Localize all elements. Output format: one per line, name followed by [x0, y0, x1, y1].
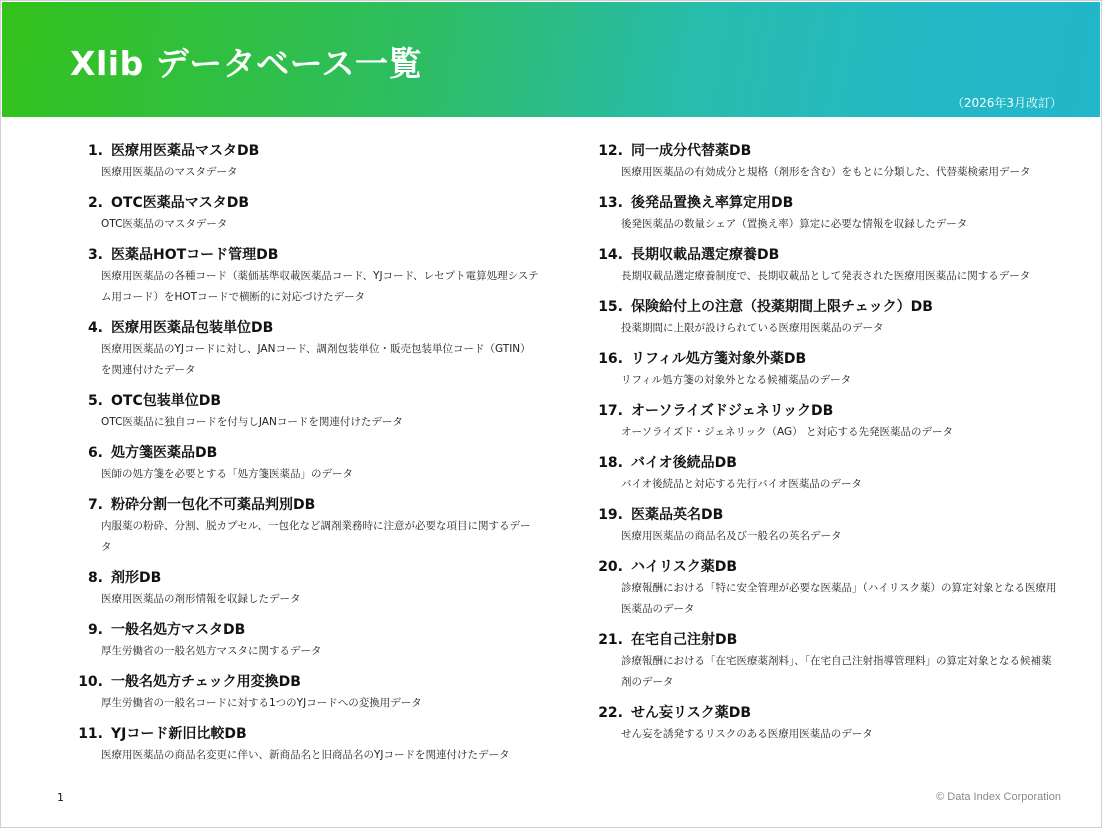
database-item: [591, 141, 1071, 183]
item-description: 診療報酬における「在宅医療薬剤料」、「在宅自己注射指導管理料」の算定対象となる候補薬剤のデータ: [621, 655, 1052, 688]
item-description: 診療報酬における「特に安全管理が必要な医薬品」（ハイリスク薬）の算定対象となる医療用医薬品のデータ: [621, 582, 1057, 615]
item-number: 7.: [87, 497, 103, 513]
item-number: 15.: [598, 299, 623, 315]
item-number: 1.: [87, 143, 103, 159]
item-description: オーソライズド・ジェネリック（AG） と対応する先発医薬品のデータ: [621, 426, 954, 438]
item-name: 医薬品英名DB: [631, 507, 724, 523]
item-number: 10.: [78, 674, 103, 690]
item-description: 投薬期間に上限が設けられている医療用医薬品のデータ: [621, 322, 884, 334]
item-name: 一般名処方マスタDB: [111, 622, 246, 638]
item-description: 内服薬の粉砕、分割、脱カプセル、一包化など調剤業務時に注意が必要な項目に関するデータ: [101, 520, 531, 553]
item-description: 後発医薬品の数量シェア（置換え率）算定に必要な情報を収録したデータ: [621, 218, 968, 230]
item-name: 同一成分代替薬DB: [631, 143, 752, 159]
item-name: YJコード新旧比較DB: [111, 726, 247, 742]
database-item: [71, 443, 551, 485]
item-number: 2.: [87, 195, 103, 211]
item-number: 22.: [598, 705, 623, 721]
database-item: [71, 568, 551, 610]
page-title: Xlib データベース一覧: [70, 44, 423, 83]
revision-date: （2026年3月改訂）: [951, 96, 1062, 110]
database-item: [591, 453, 1071, 495]
database-item: [71, 141, 551, 183]
item-description: バイオ後続品と対応する先行バイオ医薬品のデータ: [621, 478, 862, 490]
item-name: 在宅自己注射DB: [631, 632, 738, 648]
item-description: 医療用医薬品の剤形情報を収録したデータ: [101, 593, 301, 605]
item-name: せん妄リスク薬DB: [631, 705, 752, 721]
database-item: [591, 401, 1071, 443]
database-list-left: [71, 141, 551, 776]
item-description: 医療用医薬品の有効成分と規格（剤形を含む）をもとに分類した、代替薬検索用データ: [621, 166, 1031, 178]
item-number: 13.: [598, 195, 623, 211]
item-number: 11.: [78, 726, 103, 742]
database-item: [71, 318, 551, 381]
page-number: 1: [57, 791, 64, 804]
item-description: リフィル処方箋の対象外となる候補薬品のデータ: [621, 374, 852, 386]
item-number: 6.: [87, 445, 103, 461]
item-description: 医療用医薬品の商品名変更に伴い、新商品名と旧商品名のYJコードを関連付けたデータ: [101, 749, 510, 761]
database-item: [591, 193, 1071, 235]
item-name: オーソライズドジェネリックDB: [631, 403, 834, 419]
database-item: [71, 620, 551, 662]
item-number: 14.: [598, 247, 623, 263]
item-number: 12.: [598, 143, 623, 159]
item-name: OTC包装単位DB: [111, 393, 222, 409]
database-item: [71, 391, 551, 433]
database-item: [71, 724, 551, 766]
item-description: 医療用医薬品のYJコードに対し、JANコード、調剤包装単位・販売包装単位コード（GTIN）を関連付けたデータ: [101, 343, 531, 376]
database-list-right: [591, 141, 1071, 755]
item-description: 医療用医薬品の商品名及び一般名の英名データ: [621, 530, 842, 542]
database-item: [591, 630, 1071, 693]
database-item: [71, 495, 551, 558]
item-name: バイオ後続品DB: [631, 455, 737, 471]
database-item: [591, 297, 1071, 339]
database-item: [71, 672, 551, 714]
item-description: 医師の処方箋を必要とする「処方箋医薬品」のデータ: [101, 468, 353, 480]
item-name: 保険給付上の注意（投薬期間上限チェック）DB: [631, 299, 933, 315]
item-description: OTC医薬品に独自コードを付与しJANコードを関連付けたデータ: [101, 416, 403, 428]
item-number: 21.: [598, 632, 623, 648]
database-item: [591, 703, 1071, 745]
item-number: 3.: [87, 247, 103, 263]
item-name: 医療用医薬品包装単位DB: [111, 320, 274, 336]
item-number: 17.: [598, 403, 623, 419]
item-description: OTC医薬品のマスタデータ: [101, 218, 228, 230]
database-item: [71, 193, 551, 235]
item-number: 5.: [87, 393, 103, 409]
item-name: リフィル処方箋対象外薬DB: [631, 351, 807, 367]
item-name: 医薬品HOTコード管理DB: [111, 247, 279, 263]
database-item: [591, 557, 1071, 620]
database-item: [591, 349, 1071, 391]
item-name: 長期収載品選定療養DB: [631, 247, 780, 263]
item-name: 後発品置換え率算定用DB: [631, 195, 794, 211]
item-description: 長期収載品選定療養制度で、長期収載品として発表された医療用医薬品に関するデータ: [621, 270, 1031, 282]
item-number: 20.: [598, 559, 623, 575]
item-number: 19.: [598, 507, 623, 523]
item-number: 4.: [87, 320, 103, 336]
item-description: 厚生労働省の一般名処方マスタに関するデータ: [101, 645, 322, 657]
item-number: 9.: [87, 622, 103, 638]
item-description: 厚生労働省の一般名コードに対する1つのYJコードへの変換用データ: [101, 697, 422, 709]
item-description: せん妄を誘発するリスクのある医療用医薬品のデータ: [621, 728, 873, 740]
item-name: 処方箋医薬品DB: [111, 445, 218, 461]
database-item: [71, 245, 551, 308]
database-item: [591, 245, 1071, 287]
copyright-notice: © Data Index Corporation: [936, 791, 1061, 803]
header-banner: [2, 2, 1100, 117]
item-name: OTC医薬品マスタDB: [111, 195, 250, 211]
item-name: 一般名処方チェック用変換DB: [111, 674, 301, 690]
item-description: 医療用医薬品の各種コード（薬価基準収載医薬品コード、YJコード、レセプト電算処理システム用コード）をHOTコードで横断的に対応づけたデータ: [101, 270, 539, 303]
item-number: 16.: [598, 351, 623, 367]
item-number: 18.: [598, 455, 623, 471]
item-name: 剤形DB: [111, 570, 162, 586]
item-description: 医療用医薬品のマスタデータ: [101, 166, 238, 178]
item-name: 医療用医薬品マスタDB: [111, 143, 260, 159]
item-number: 8.: [87, 570, 103, 586]
item-name: ハイリスク薬DB: [631, 559, 738, 575]
database-item: [591, 505, 1071, 547]
item-name: 粉砕分割一包化不可薬品判別DB: [111, 497, 316, 513]
